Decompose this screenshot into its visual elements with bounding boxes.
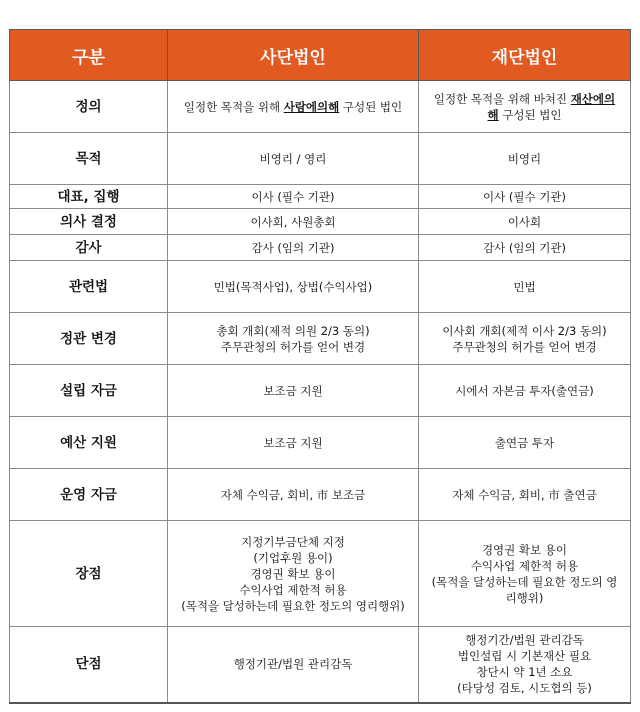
comparison-table	[9, 29, 631, 704]
foundation-cell	[419, 313, 631, 365]
row-label: 목적	[10, 133, 168, 185]
table-row	[10, 81, 631, 133]
association-cell	[168, 81, 419, 133]
cell-line: (목적을 달성하는데 필요한 정도의 영리행위)	[181, 598, 405, 613]
row-label: 대표, 집행	[10, 185, 168, 209]
cell-line: 행정기간/법원 관리감독	[465, 633, 584, 648]
cell-line: 수익사업 제한적 허용	[239, 582, 347, 597]
cell-line: 보조금 지원	[263, 383, 323, 398]
foundation-cell	[419, 185, 631, 209]
cell-line: 주무관청의 허가를 얻어 변경	[220, 339, 366, 354]
row-label: 운영 자금	[10, 469, 168, 521]
table-row	[10, 235, 631, 261]
cell-line: 비영리 / 영리	[259, 151, 327, 166]
cell-line: 수익사업 제한적 허용	[470, 558, 579, 573]
foundation-definition-text: 일정한 목적을 위해 바쳐진	[433, 91, 571, 106]
cell-line: 민법	[513, 279, 536, 294]
foundation-cell	[419, 469, 631, 521]
foundation-cell	[419, 521, 631, 627]
association-cell	[168, 209, 419, 235]
row-label: 정의	[10, 81, 168, 133]
cell-line: 행정기관/법원 관리감독	[233, 657, 353, 672]
association-cell	[168, 235, 419, 261]
cell-line: 출연금 투자	[494, 435, 555, 450]
table-row	[10, 627, 631, 703]
cell-line: 이사회	[507, 214, 542, 229]
row-label: 장점	[10, 521, 168, 627]
association-definition-emphasis: 사람에의해	[283, 99, 340, 114]
association-cell	[168, 417, 419, 469]
cell-line: 창단시 약 1년 소요	[476, 665, 573, 680]
cell-line: 시에서 자본금 투자(출연금)	[455, 383, 594, 398]
foundation-cell	[419, 365, 631, 417]
association-cell	[168, 521, 419, 627]
header-incorporated-foundation: 재단법인	[419, 30, 631, 81]
cell-line: 보조금 지원	[263, 435, 323, 450]
association-cell	[168, 185, 419, 209]
row-label: 의사 결정	[10, 209, 168, 235]
table-row	[10, 313, 631, 365]
table-row	[10, 133, 631, 185]
cell-line: (기업후원 용이)	[253, 550, 333, 565]
foundation-definition-emphasis-2: 해	[487, 107, 499, 122]
comparison-table-container	[9, 29, 630, 704]
foundation-cell	[419, 235, 631, 261]
association-cell	[168, 365, 419, 417]
cell-line: 법인설립 시 기본재산 필요	[457, 649, 592, 664]
header-row	[10, 30, 631, 81]
association-cell	[168, 261, 419, 313]
cell-line: 이사회 개회(제적 이사 2/3 동의)	[442, 323, 607, 338]
foundation-cell	[419, 209, 631, 235]
cell-line: 경영권 확보 용이	[481, 542, 568, 557]
cell-line: 이사회, 사원총회	[250, 214, 336, 229]
table-row	[10, 365, 631, 417]
row-label: 설립 자금	[10, 365, 168, 417]
cell-line: 비영리	[507, 151, 542, 166]
header-category: 구분	[10, 30, 168, 81]
header-incorporated-association: 사단법인	[168, 30, 419, 81]
table-row	[10, 261, 631, 313]
cell-line: 리행위)	[505, 590, 544, 605]
cell-line: 총회 개회(제적 의원 2/3 동의)	[216, 323, 370, 338]
cell-line: 이사 (필수 기관)	[483, 189, 566, 204]
foundation-cell	[419, 417, 631, 469]
foundation-cell	[419, 261, 631, 313]
cell-line: 감사 (임의 기관)	[483, 240, 566, 255]
cell-line: (타당성 검토, 시도협의 등)	[457, 681, 592, 696]
row-label: 단점	[10, 627, 168, 703]
foundation-cell	[419, 133, 631, 185]
table-row	[10, 469, 631, 521]
table-row	[10, 417, 631, 469]
cell-line: 감사 (임의 기관)	[251, 240, 335, 255]
foundation-definition-text-end: 구성된 법인	[498, 107, 562, 122]
association-cell	[168, 627, 419, 703]
association-definition-text-end: 구성된 법인	[339, 99, 403, 114]
association-cell	[168, 313, 419, 365]
foundation-cell	[419, 627, 631, 703]
association-cell	[168, 133, 419, 185]
cell-line: 주무관청의 허가를 얻어 변경	[452, 339, 597, 354]
row-label: 예산 지원	[10, 417, 168, 469]
table-row	[10, 185, 631, 209]
cell-line: 자체 수익금, 회비, 市 출연금	[452, 487, 597, 502]
association-definition-text: 일정한 목적을 위해	[183, 99, 284, 114]
table-row	[10, 209, 631, 235]
cell-line: 민법(목적사업), 상법(수익사업)	[213, 279, 373, 294]
cell-line: 경영권 확보 용이	[250, 566, 336, 581]
cell-line: 자체 수익금, 회비, 市 보조금	[220, 487, 366, 502]
table-row	[10, 521, 631, 627]
row-label: 관련법	[10, 261, 168, 313]
row-label: 정관 변경	[10, 313, 168, 365]
cell-line: 이사 (필수 기관)	[251, 189, 335, 204]
row-label: 감사	[10, 235, 168, 261]
foundation-cell	[419, 81, 631, 133]
foundation-definition-emphasis: 재산에의	[570, 91, 616, 106]
cell-line: (목적을 달성하는데 필요한 정도의 영	[431, 574, 618, 589]
cell-line: 지정기부금단체 지정	[241, 534, 345, 549]
association-cell	[168, 469, 419, 521]
